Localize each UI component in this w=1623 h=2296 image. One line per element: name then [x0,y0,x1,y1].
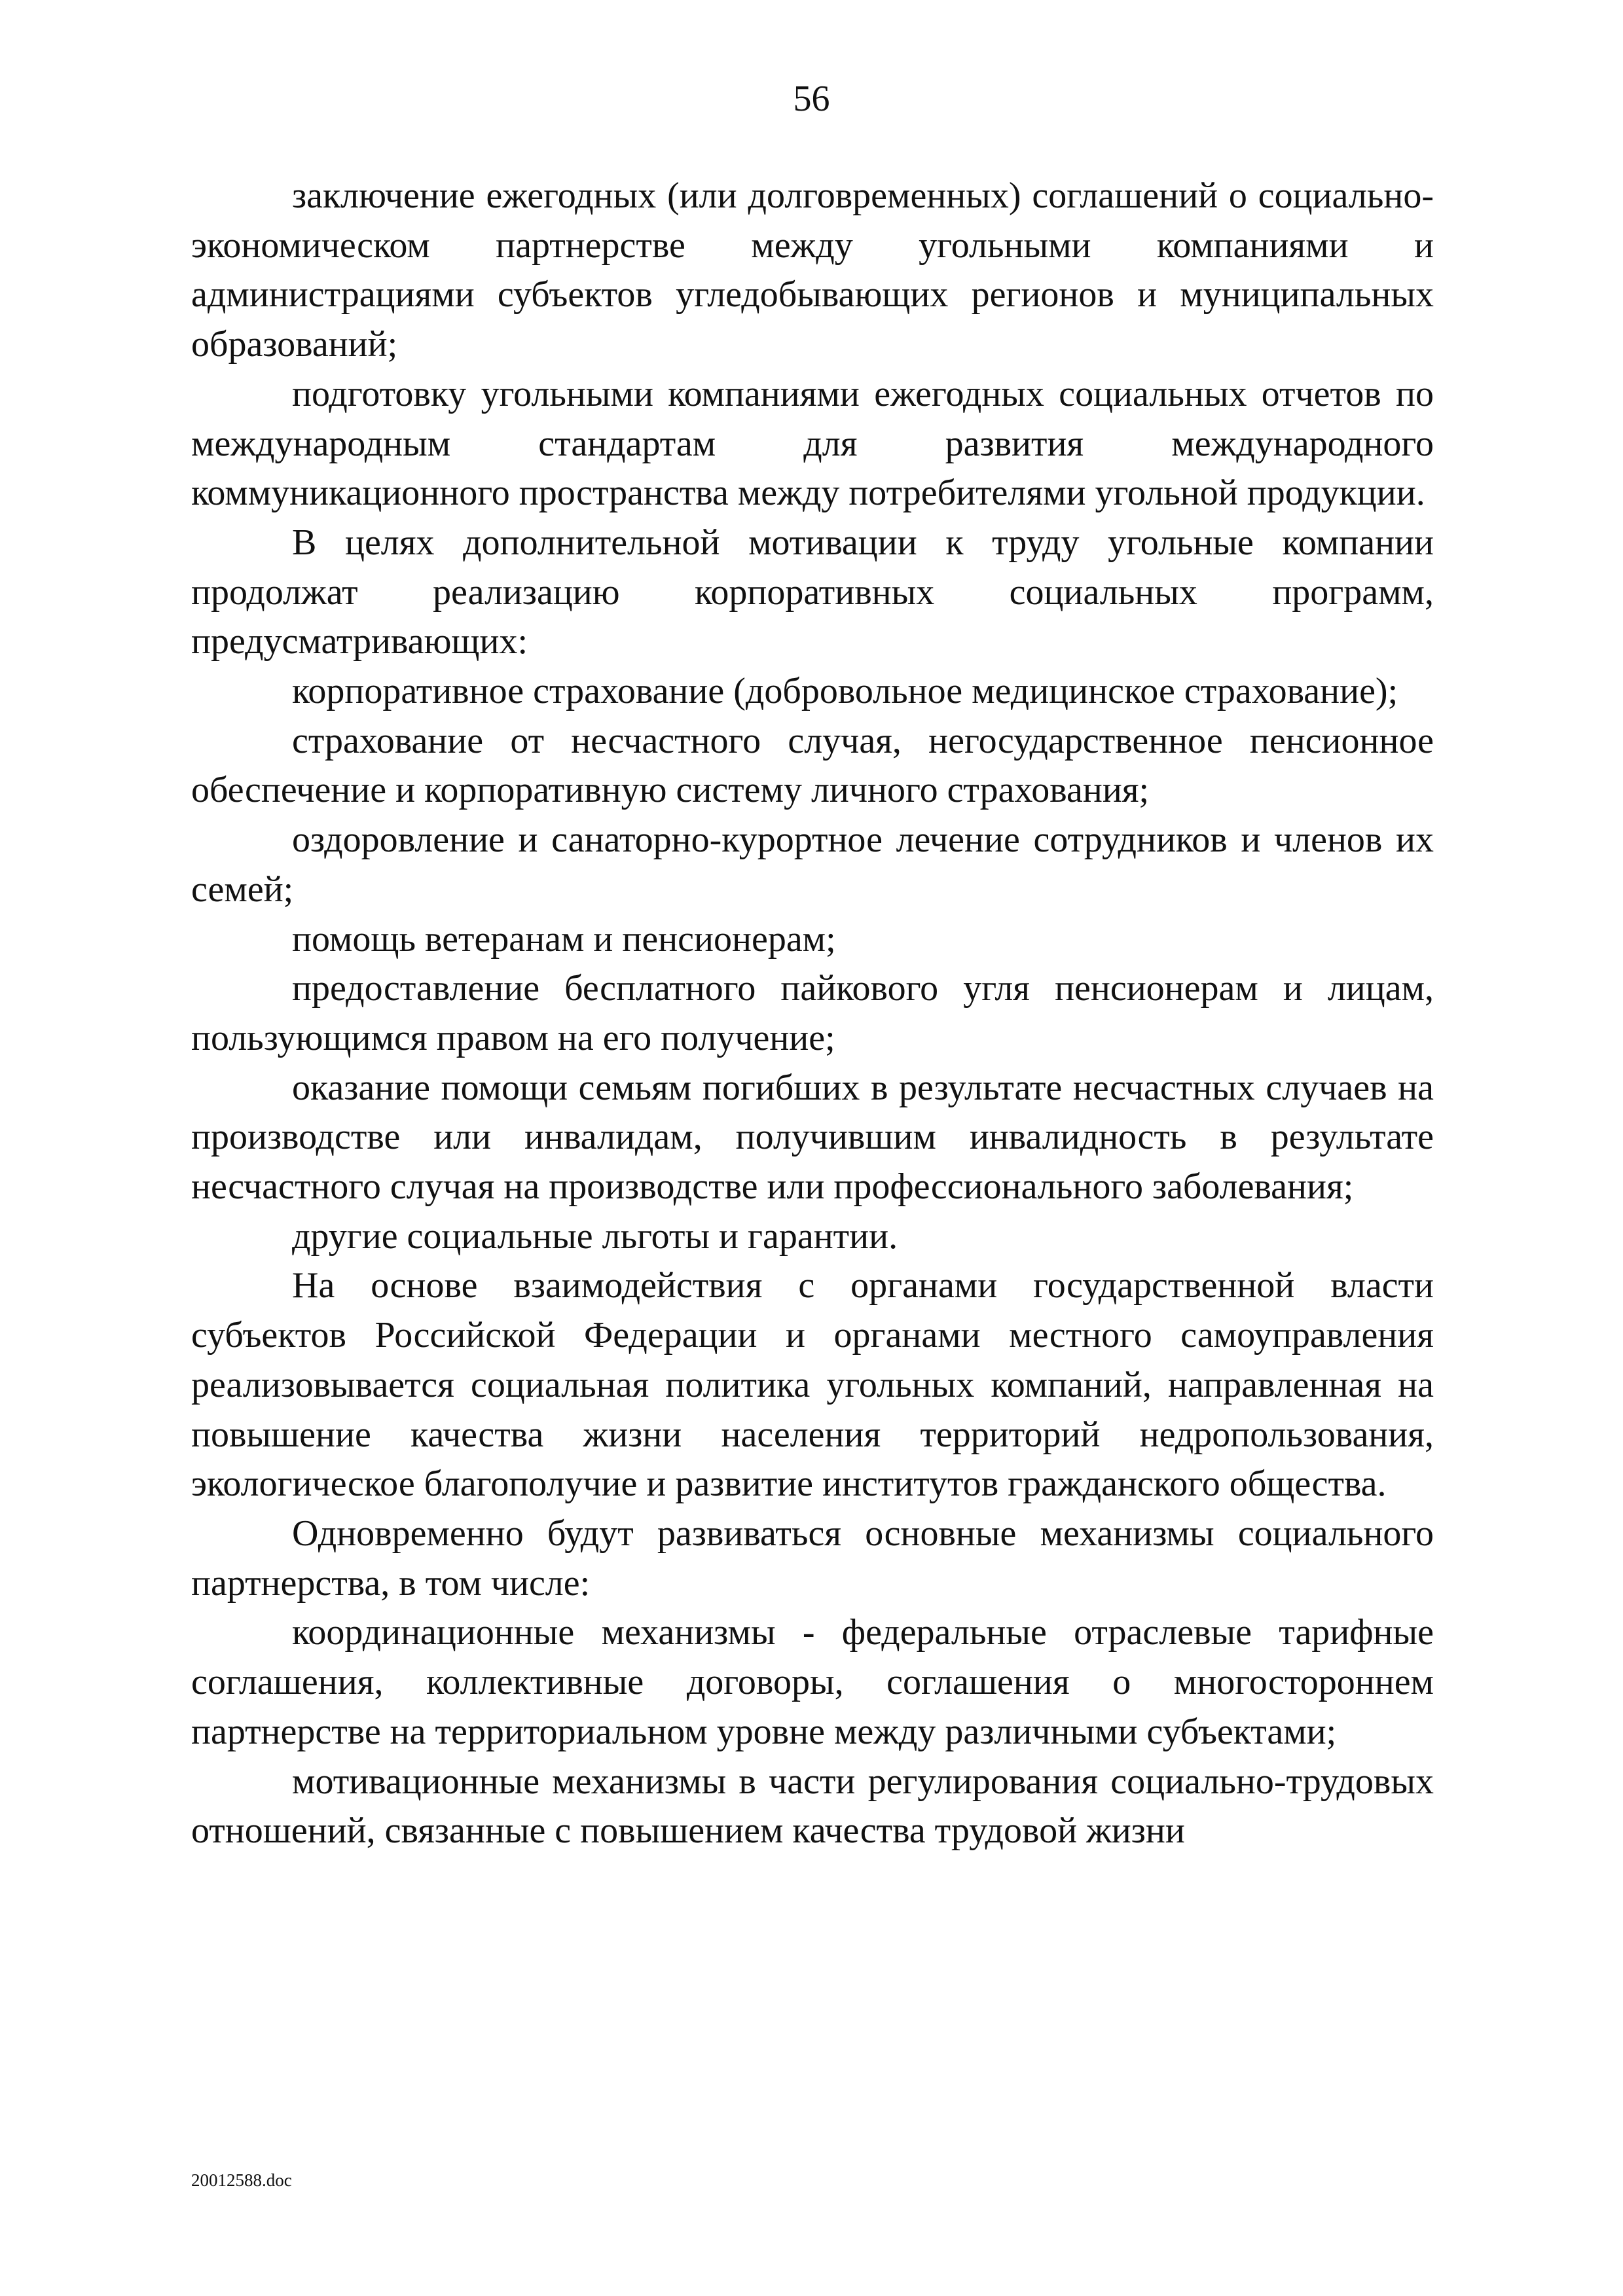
document-body [191,171,1434,1856]
paragraph-12: Одновременно будут развиваться основные механизмы социального партнерства, в том числе: [191,1513,1434,1604]
paragraph-9: оказание помощи семьям погибших в результате несчастных случаев на производстве или инвалидам, получившим инвалидность в результате несчастного случая на производстве или профессионального заболевания; [191,1067,1434,1208]
paragraph-4: корпоративное страхование (добровольное медицинское страхование); [292,671,1398,712]
paragraph-5: страхование от несчастного случая, негосударственное пенсионное обеспечение и корпоративную систему личного страхования; [191,720,1434,811]
page-number: 56 [793,79,830,119]
paragraph-2: подготовку угольными компаниями ежегодных социальных отчетов по международным стандартам для развития международного коммуникационного пространства между потребителями угольной продукции. [191,373,1434,514]
paragraph-7: помощь ветеранам и пенсионерам; [292,918,836,960]
paragraph-11: На основе взаимодействия с органами государственной власти субъектов Российской Федерации и органами местного самоуправления реализовывается социальная политика угольных компаний, направленная на повышение качества жизни населения территорий недропользования, экологическое благополучие и развитие институтов гражданского общества. [191,1265,1434,1505]
paragraph-10: другие социальные льготы и гарантии. [292,1215,898,1257]
paragraph-6: оздоровление и санаторно-курортное лечение сотрудников и членов их семей; [191,819,1434,910]
footer-filename: 20012588.doc [191,2170,292,2190]
paragraph-8: предоставление бесплатного пайкового угля пенсионерам и лицам, пользующимся правом на его получение; [191,968,1434,1058]
paragraph-14: мотивационные механизмы в части регулирования социально-трудовых отношений, связанные с повышением качества трудовой жизни [191,1761,1434,1852]
paragraph-13: координационные механизмы - федеральные отраслевые тарифные соглашения, коллективные договоры, соглашения о многостороннем партнерстве на территориальном уровне между различными субъектами; [191,1612,1434,1752]
paragraph-3: В целях дополнительной мотивации к труду угольные компании продолжат реализацию корпоративных социальных программ, предусматривающих: [191,522,1434,662]
paragraph-1: заключение ежегодных (или долговременных) соглашений о социально-экономическом партнерстве между угольными компаниями и администрациями субъектов угледобывающих регионов и муниципальных образований; [191,175,1434,365]
